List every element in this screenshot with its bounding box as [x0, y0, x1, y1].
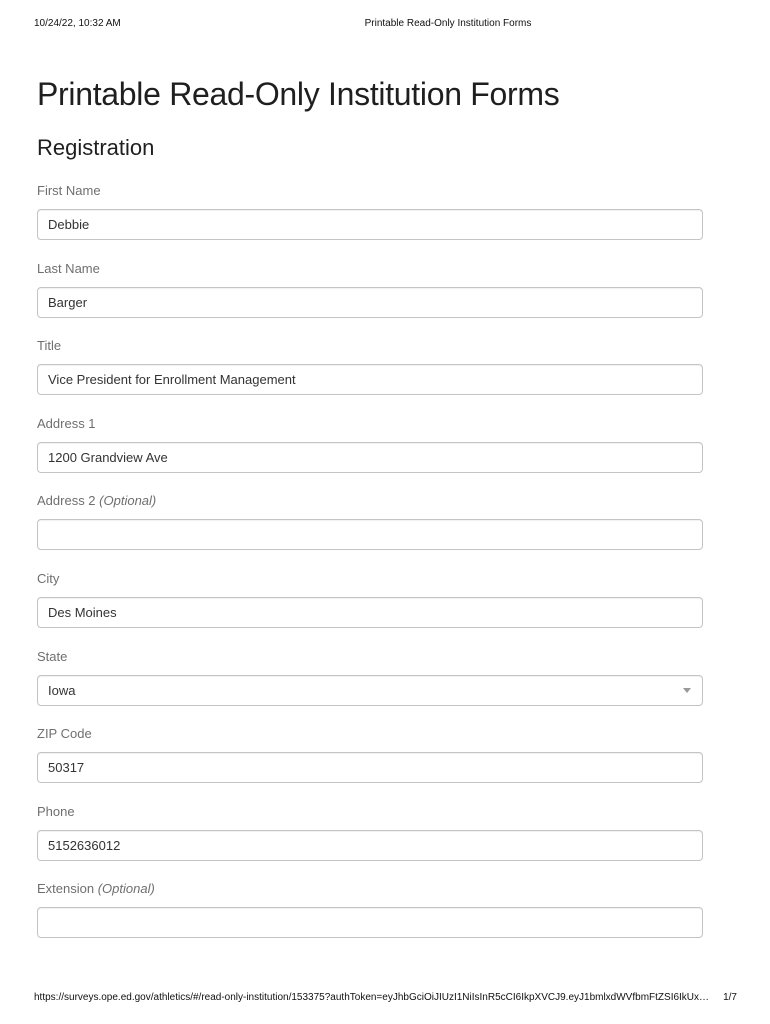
address-1-label: Address 1 [37, 416, 96, 431]
first-name-field [37, 182, 703, 232]
first-name-input[interactable] [37, 209, 703, 240]
section-title: Registration [37, 135, 155, 160]
optional-tag: (Optional) [99, 493, 157, 508]
city-label: City [37, 571, 60, 586]
print-document-title: Printable Read-Only Institution Forms [364, 18, 532, 29]
first-name-value: Debbie [48, 217, 90, 232]
state-value: Iowa [48, 683, 76, 698]
zip-code-field [37, 725, 703, 775]
last-name-value: Barger [48, 295, 88, 310]
state-field [37, 648, 703, 698]
last-name-input[interactable] [37, 287, 703, 318]
first-name-label: First Name [37, 183, 101, 198]
chevron-down-icon[interactable] [683, 688, 691, 693]
phone-field [37, 803, 703, 853]
city-input[interactable] [37, 597, 703, 628]
extension-label: Extension (Optional) [37, 881, 155, 896]
last-name-label: Last Name [37, 261, 100, 276]
print-header [0, 18, 770, 32]
city-field [37, 570, 703, 620]
address-2-input[interactable] [37, 519, 703, 550]
print-url: https://surveys.ope.ed.gov/athletics/#/read-only-institution/153375?authToken=eyJhbGciOiJIUzI1NiIsInR5cCI6IkpXVCJ9.eyJ1bmlxdWVfbmFtZSI6IkUx… [34, 992, 710, 1003]
title-value: Vice President for Enrollment Management [48, 372, 296, 387]
phone-value: 5152636012 [48, 838, 121, 853]
city-value: Des Moines [48, 605, 117, 620]
address-1-value: 1200 Grandview Ave [48, 450, 168, 465]
title-label: Title [37, 338, 62, 353]
zip-code-label: ZIP Code [37, 726, 92, 741]
page-number: 1/7 [723, 992, 737, 1003]
zip-code-input[interactable] [37, 752, 703, 783]
optional-tag: (Optional) [97, 881, 155, 896]
phone-label: Phone [37, 804, 75, 819]
title-input[interactable] [37, 364, 703, 395]
zip-code-value: 50317 [48, 760, 85, 775]
state-select[interactable] [37, 675, 703, 706]
address-2-field [37, 492, 703, 510]
phone-input[interactable] [37, 830, 703, 861]
extension-input[interactable] [37, 907, 703, 938]
last-name-field [37, 260, 703, 310]
extension-field [37, 880, 703, 898]
address-2-label: Address 2 (Optional) [37, 493, 157, 508]
state-label: State [37, 649, 68, 664]
address-1-input[interactable] [37, 442, 703, 473]
page-title: Printable Read-Only Institution Forms [37, 76, 560, 112]
address-1-field [37, 415, 703, 465]
title-field [37, 337, 703, 387]
print-datetime: 10/24/22, 10:32 AM [34, 18, 121, 29]
print-footer [0, 992, 770, 1006]
